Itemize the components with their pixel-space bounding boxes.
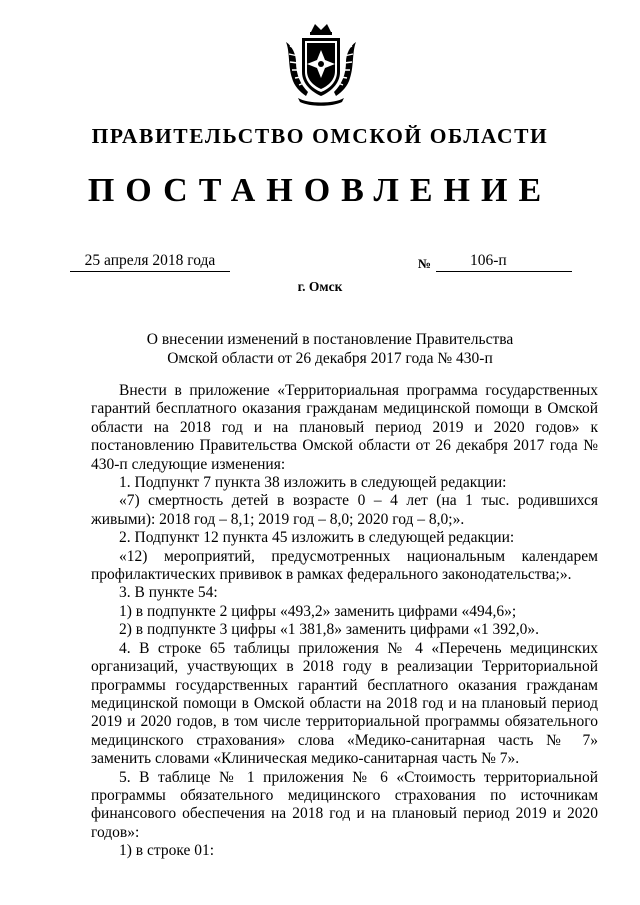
item-5-sub-1: 1) в строке 01:: [119, 842, 215, 860]
item-3-sub-1: 1) в подпункте 2 цифры «493,2» заменить цифрами «494,6»;: [119, 602, 517, 620]
intro-paragraph: Внести в приложение «Территориальная программа государственных гарантий бесплатного оказания гражданам медицинской помощи в Омской области на 2018 год и на плановый период 2019 и 2020 годов» к постановлению Правительства Омской области от 26 декабря 2017 года № 430-п следующие изменения:: [91, 382, 598, 473]
government-name: ПРАВИТЕЛЬСТВО ОМСКОЙ ОБЛАСТИ: [91, 124, 549, 148]
coat-of-arms-icon: [284, 22, 358, 108]
title-line-1: О внесении изменений в постановление Правительства: [146, 331, 514, 348]
document-type: ПОСТАНОВЛЕНИЕ: [87, 172, 553, 209]
document-body: [91, 382, 598, 861]
item-3-sub-2: 2) в подпункте 3 цифры «1 381,8» заменить цифрами «1 392,0».: [119, 621, 539, 639]
document-number-line: [436, 252, 572, 272]
item-1-text: «7) смертность детей в возрасте 0 – 4 лет (на 1 тыс. родившихся живыми): 2018 год – 8,1; 2019 год – 8,0; 2020 год – 8,0;».: [91, 492, 598, 528]
item-3: 3. В пункте 54:: [119, 584, 218, 602]
document-title: [60, 331, 600, 368]
item-5: 5. В таблице № 1 приложения № 6 «Стоимость территориальной программы обязательного медицинского страхования по источникам финансового обеспечения на 2018 год и на плановый период 2019 и 2020 годов»:: [91, 768, 598, 841]
item-4: 4. В строке 65 таблицы приложения № 4 «Перечень медицинских организаций, участвующих в 2018 году в реализации Территориальной программы государственных гарантий бесплатного оказания гражданам медицинской помощи в Омской области на 2018 год и на плановый период 2019 и 2020 годов, в том числе территориальной программы обязательного медицинского страхования» слова «Медико-санитарная часть № 7» заменить словами «Клиническая медико-санитарная часть № 7».: [91, 639, 598, 768]
document-date: 25 апреля 2018 года: [70, 252, 230, 272]
number-sign: №: [418, 256, 432, 271]
city: г. Омск: [297, 279, 343, 294]
document-number: 106-п: [470, 252, 507, 269]
item-2: 2. Подпункт 12 пункта 45 изложить в следующей редакции:: [119, 529, 515, 547]
title-line-2: Омской области от 26 декабря 2017 года № 430-п: [167, 349, 493, 367]
item-2-text: «12) мероприятий, предусмотренных национальным календарем профилактических прививок в рамках федерального законодательства;».: [91, 547, 598, 584]
item-1: 1. Подпункт 7 пункта 38 изложить в следующей редакции:: [119, 474, 507, 492]
